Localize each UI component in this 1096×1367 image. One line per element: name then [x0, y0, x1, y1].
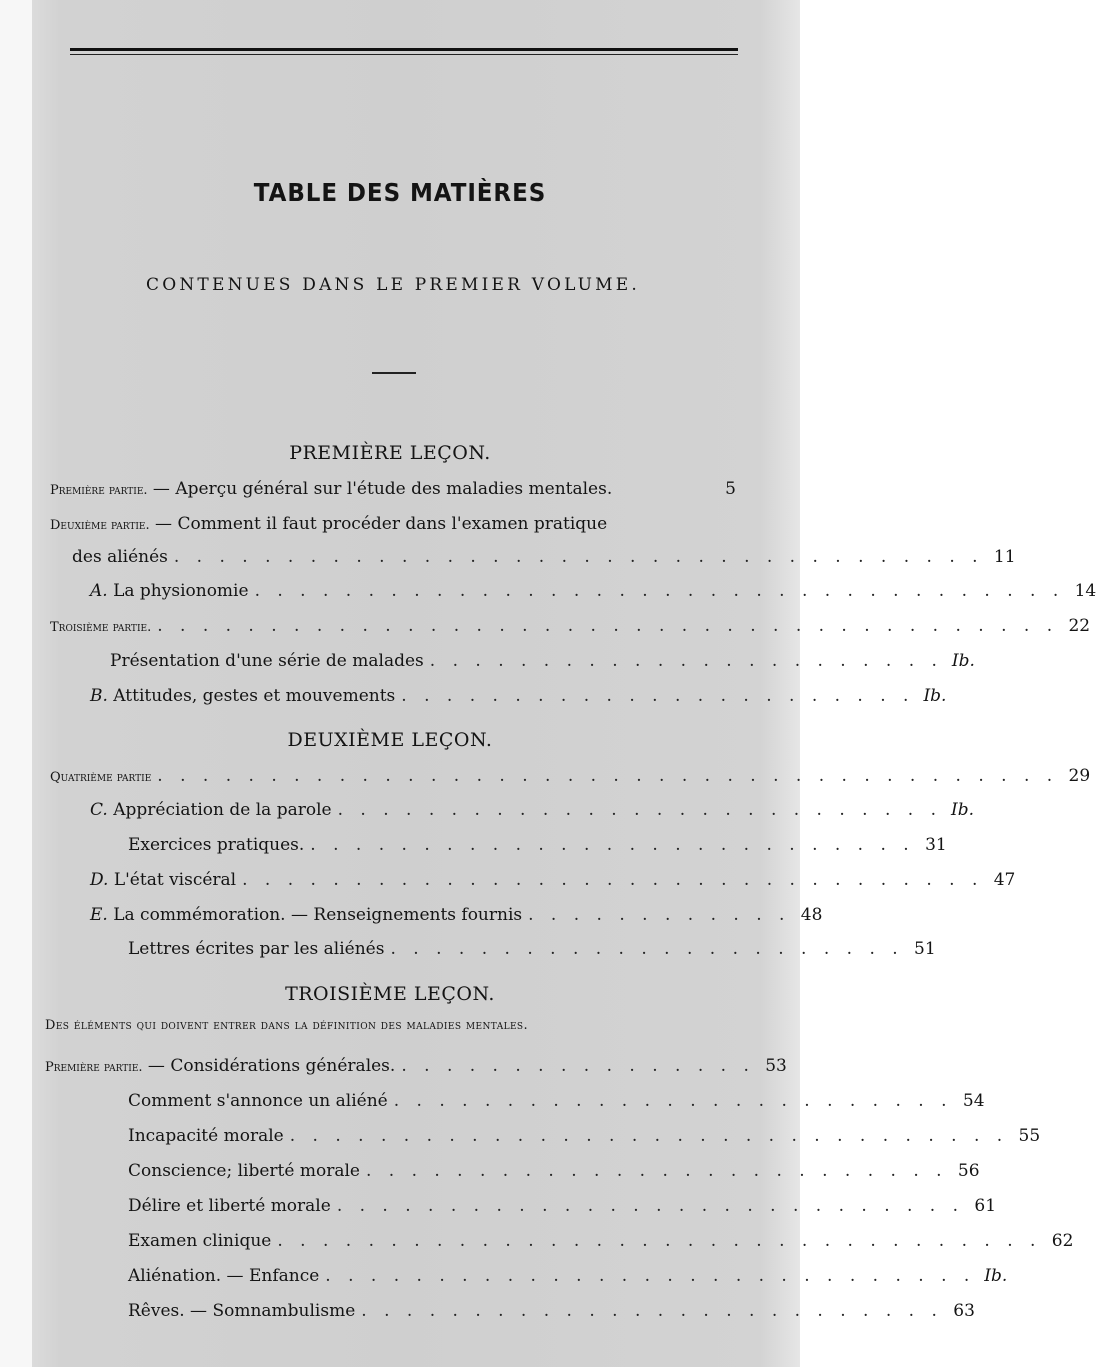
toc-entry-label: Deuxième partie. — Comment il faut procéder dans l'examen pratique [50, 514, 608, 534]
dot-leader: . . . . . . . . . . . . . . . . . . . . . . . . . . [361, 1301, 943, 1321]
toc-entry-label: Aliénation. — Enfance [128, 1266, 320, 1286]
toc-entry-label: Conscience; liberté morale [128, 1161, 360, 1181]
toc-page-number: 53 [765, 1056, 787, 1076]
toc-page-number: 29 [1068, 766, 1091, 786]
toc-entry-label: B. Attitudes, gestes et mouvements [90, 686, 396, 706]
dot-leader: . . . . . . . . . . . . . . . . . . . . . . . . . . [365, 1161, 948, 1181]
toc-entry [128, 1231, 1074, 1251]
lecon-3-heading: TROISIÈME LEÇON. [285, 983, 495, 1005]
dot-leader: . . . . . . . . . . . . . . . . [401, 1056, 755, 1076]
dot-leader: . . . . . . . . . . . . . . . . . . . . . . . . . . . . . . . . [289, 1126, 1009, 1146]
page-title: TABLE DES MATIÈRES [253, 178, 547, 207]
toc-entry [90, 686, 947, 706]
toc-entry-label: D. L'état viscéral [90, 870, 237, 890]
toc-page-number: 47 [993, 870, 1016, 890]
toc-page-number: Ib. [950, 800, 974, 820]
dot-leader: . . . . . . . . . . . . . . . . . . . . . . . [390, 939, 904, 959]
toc-entry [50, 616, 1091, 636]
top-double-rule [70, 48, 738, 55]
dot-leader: . . . . . . . . . . . . . . . . . . . . . . . . . . . . . . . . . . . . . . . . [157, 616, 1059, 636]
toc-page-number: 56 [957, 1161, 980, 1181]
toc-page-number: 22 [1068, 616, 1091, 636]
toc-entry [50, 479, 736, 499]
toc-entry [128, 1126, 1041, 1146]
toc-entry-label: Examen clinique [128, 1231, 272, 1251]
toc-entry [128, 939, 936, 959]
dot-leader: . . . . . . . . . . . . . . . . . . . . . . . . . . . . . . . . . . . . [254, 581, 1065, 601]
toc-entry [110, 651, 975, 671]
dot-leader: . . . . . . . . . . . . . . . . . . . . . . . . . . . . . [325, 1266, 976, 1286]
dot-leader: . . . . . . . . . . . . . . . . . . . . . . . [429, 651, 943, 671]
dot-leader: . . . . . . . . . . . . . . . . . . . . . . . . . [393, 1091, 953, 1111]
dot-leader: . . . . . . . . . . . . . . . . . . . . . . . . . . . [310, 835, 915, 855]
toc-entry-label: Délire et liberté morale [128, 1196, 331, 1216]
toc-entry [128, 1161, 980, 1181]
toc-page-number: 62 [1051, 1231, 1074, 1251]
lecon-2-heading: DEUXIÈME LEÇON. [287, 729, 493, 751]
toc-page-number: Ib. [923, 686, 947, 706]
dot-leader: . . . . . . . . . . . . [528, 905, 791, 925]
toc-entry [45, 1056, 787, 1076]
toc-page-number: 14 [1074, 581, 1096, 601]
toc-entry-label: Comment s'annonce un aliéné [128, 1091, 388, 1111]
toc-entry [128, 1196, 997, 1216]
title-divider [372, 372, 416, 374]
toc-page-number: 55 [1018, 1126, 1041, 1146]
page-subtitle: CONTENUES DANS LE PREMIER VOLUME. [146, 275, 640, 295]
toc-page-number: 48 [800, 905, 823, 925]
toc-page-number: 5 [725, 479, 736, 499]
toc-entry [90, 581, 1096, 601]
toc-entry-label: Exercices pratiques. [128, 835, 305, 855]
dot-leader: . . . . . . . . . . . . . . . . . . . . . . . . . . . [337, 800, 942, 820]
lecon-1-heading: PREMIÈRE LEÇON. [289, 442, 491, 464]
toc-entry [72, 547, 1016, 567]
toc-entry [50, 766, 1091, 786]
toc-entry-label: Rêves. — Somnambulisme [128, 1301, 356, 1321]
dot-leader: . . . . . . . . . . . . . . . . . . . . . . . . . . . . [336, 1196, 965, 1216]
toc-entry-label: C. Appréciation de la parole [90, 800, 332, 820]
dot-leader: . . . . . . . . . . . . . . . . . . . . . . . . . . . . . . . . . . . . . . . . [157, 766, 1059, 786]
toc-entry-label: Première partie. — Considérations générales. [45, 1056, 396, 1076]
toc-entry [90, 870, 1016, 890]
dot-leader: . . . . . . . . . . . . . . . . . . . . . . . . . . . . . . . . . . [277, 1231, 1042, 1251]
toc-entry [128, 1266, 1008, 1286]
toc-page-number: 61 [974, 1196, 997, 1216]
toc-entry-label: Quatrième partie [50, 770, 152, 785]
page-margin [0, 0, 32, 1367]
toc-entry [128, 835, 947, 855]
toc-page-number: Ib. [984, 1266, 1008, 1286]
toc-page-number: 31 [925, 835, 947, 855]
toc-page-number: 54 [962, 1091, 985, 1111]
toc-entry-label: Lettres écrites par les aliénés [128, 939, 385, 959]
dot-leader: . . . . . . . . . . . . . . . . . . . . . . . . . . . . . . . . . . . . [173, 547, 984, 567]
toc-entry [90, 800, 974, 820]
toc-entry [128, 1091, 985, 1111]
toc-entry-label: Incapacité morale [128, 1126, 284, 1146]
toc-entry-label: Troisième partie. [50, 620, 152, 635]
toc-entry-label: Première partie. — Aperçu général sur l'étude des maladies mentales. [50, 479, 613, 499]
lecon-3-subheading: Des éléments qui doivent entrer dans la définition des maladies mentales. [45, 1018, 529, 1033]
toc-entry-label: Présentation d'une série de malades [110, 651, 424, 671]
toc-page-number: Ib. [951, 651, 975, 671]
toc-entry-label: A. La physionomie [90, 581, 249, 601]
toc-entry-label: des aliénés [72, 547, 168, 567]
dot-leader: . . . . . . . . . . . . . . . . . . . . . . . . . . . . . . . . . [242, 870, 984, 890]
toc-entry [90, 905, 823, 925]
toc-page-number: 51 [914, 939, 936, 959]
dot-leader: . . . . . . . . . . . . . . . . . . . . . . . [401, 686, 915, 706]
toc-entry [128, 1301, 975, 1321]
toc-page-number: 11 [993, 547, 1016, 567]
toc-page-number: 63 [953, 1301, 975, 1321]
toc-entry-label: E. La commémoration. — Renseignements fournis [90, 905, 523, 925]
